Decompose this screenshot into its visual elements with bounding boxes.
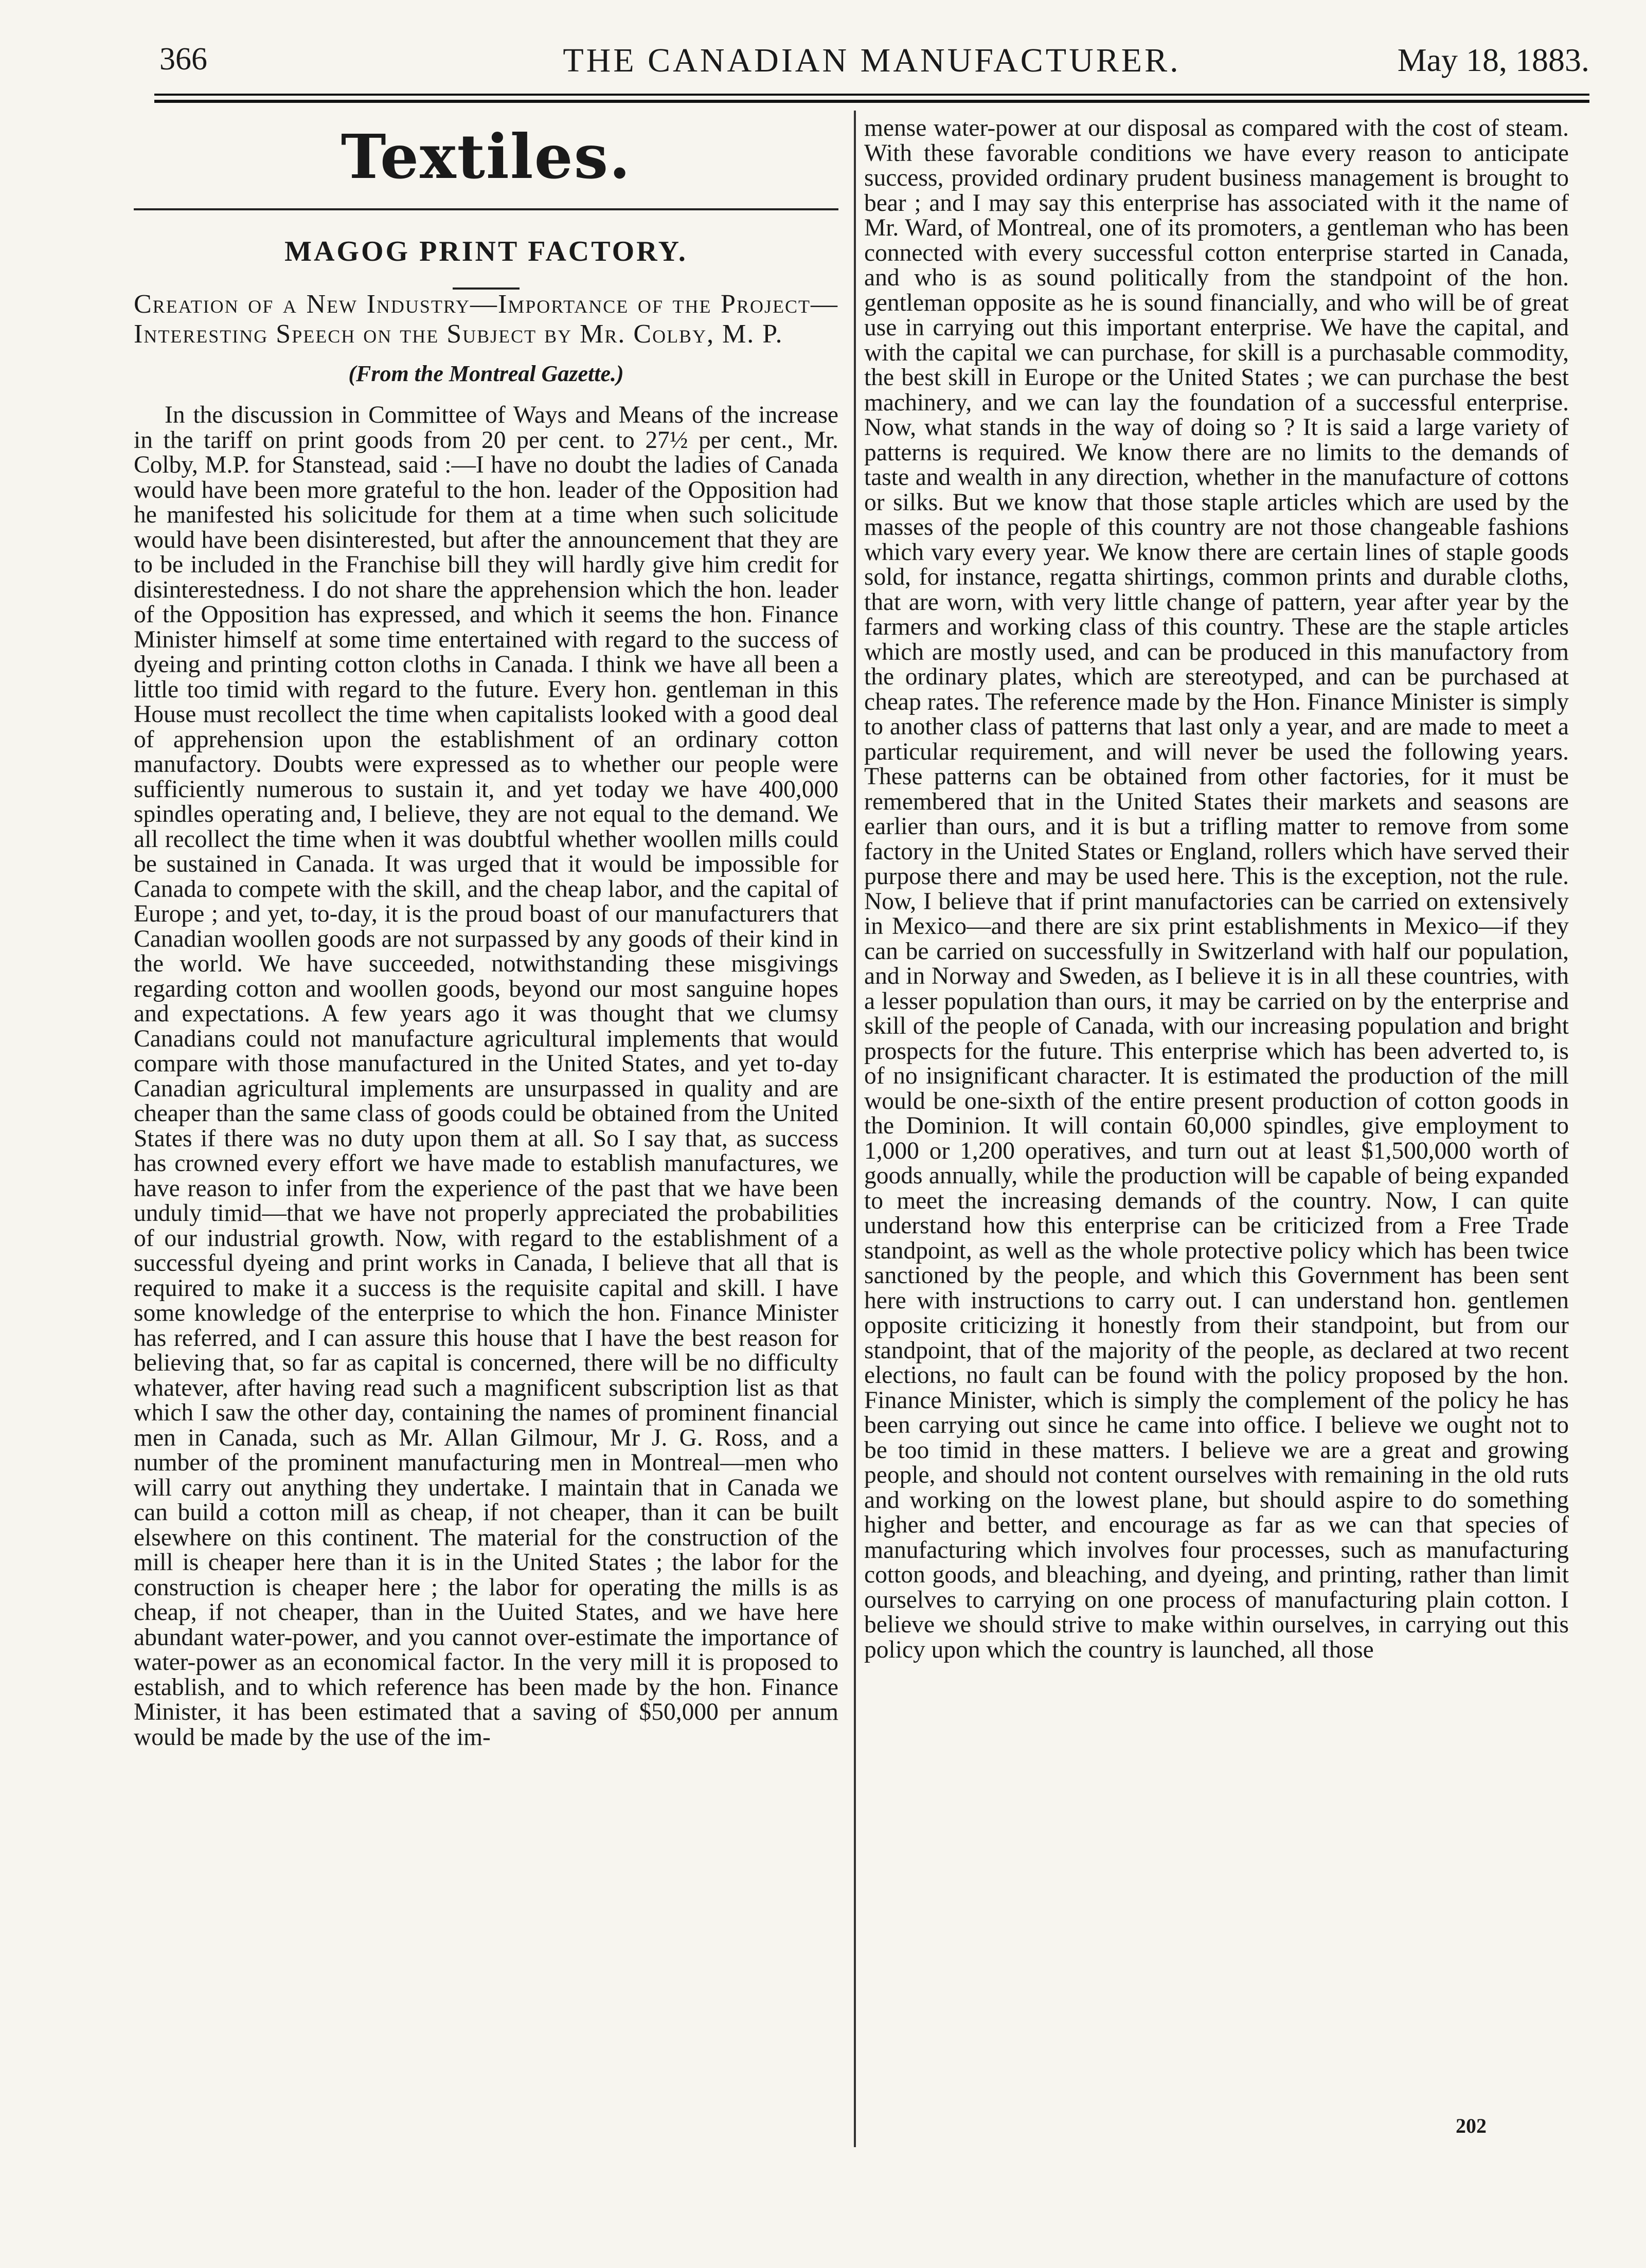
article-title: MAGOG PRINT FACTORY. [284, 236, 688, 267]
section-title: Textiles. [341, 121, 632, 192]
publication-title: THE CANADIAN MANUFACTURER. [563, 42, 1181, 79]
left-column [134, 116, 838, 1750]
section-rule [134, 208, 838, 210]
signature-folio: 202 [1456, 2114, 1487, 2137]
column-divider [854, 111, 856, 2147]
issue-date: May 18, 1883. [1397, 42, 1589, 78]
body-text-right: mense water-power at our disposal as compared with the cost of steam. With these favorable conditions we have every reason to anticipate success, provided ordinary prudent business management is brought to bear ; and I may say this enterprise has associated with it the name of Mr. Ward, of Montreal, one of its promoters, a gentleman who has been connected with every successful cotton enterprise started in Canada, and who is as sound politically from the standpoint of the hon. gentleman opposite as he is sound financially, and who will be of great use in carrying out this important enterprise. We have the capital, and with the capital we can purchase, for skill is a purchasable commodity, the best skill in Europe or the United States ; we can purchase the best machinery, and we can lay the foundation of a successful enterprise. Now, what stands in the way of doing so ? It is said a large variety of patterns is required. We know there are no limits to the demands of taste and wealth in any direction, whether in the manufacture of cottons or silks. But we know that those staple articles which are used by the masses of the people of this country are not those changeable fashions which vary every year. We know there are certain lines of staple goods sold, for instance, regatta shirtings, common prints and durable cloths, that are worn, with very little change of pattern, year after year by the farmers and working class of this country. These are the staple articles which are mostly used, and can be produced in this manufactory from the ordinary plates, which are stereotyped, and can be purchased at cheap rates. The reference made by the Hon. Finance Minister is simply to another class of patterns that last only a year, and are made to meet a particular requirement, and will never be used the following years. These patterns can be obtained from other factories, for it must be remembered that in the United States their markets and seasons are earlier than ours, and it is but a trifling matter to remove from some factory in the United States or England, rollers which have served their purpose there and may be used here. This is the exception, not the rule. Now, I believe that if print manufactories can be carried on extensively in Mexico—and there are six print establishments in Mexico—if they can be carried on successfully in Switzerland with half our population, and in Norway and Sweden, as I believe it is in all these countries, with a lesser population than ours, it may be carried on by the enterprise and skill of the people of Canada, with our increasing population and bright prospects for the future. This enterprise which has been adverted to, is of no insignificant character. It is estimated the production of the mill would be one-sixth of the entire present production of cotton goods in the Dominion. It will contain 60,000 spindles, give employment to 1,000 or 1,200 operatives, and turn out at least $1,500,000 worth of goods annually, while the production will be capable of being expanded to meet the increasing demands of the country. Now, I can quite understand how this enterprise can be criticized from a Free Trade standpoint, as well as the whole protective policy which has been twice sanctioned by the people, and which this Government has been sent here with instructions to carry out. I can understand hon. gentlemen opposite criticizing it honestly from their standpoint, but from our standpoint, that of the majority of the people, as declared at two recent elections, no fault can be found with the policy proposed by the hon. Finance Minister, which is simply the complement of the policy he has been carrying out since he came into office. I believe we ought not to be too timid in these matters. I believe we are a great and growing people, and should not content ourselves with remaining in the old ruts and working on the lowest plane, but should aspire to do something higher and better, and encourage as far as we can that species of manufacturing which involves four processes, such as manufacturing cotton goods, and bleaching, and dyeing, and printing, rather than limit ourselves to carrying on one process of manufacturing plain cotton. I believe we should strive to make within ourselves, in carrying out this policy upon which the country is launched, all those [864, 115, 1569, 1663]
article-subheading: Creation of a New Industry—Importance of the Project—Interesting Speech on the Subject by Mr. Colby, M. P. [134, 290, 838, 349]
page-header [154, 41, 1589, 93]
header-rule-thin [154, 94, 1589, 96]
page-number: 366 [159, 42, 207, 77]
body-text-left: In the discussion in Committee of Ways and Means of the increase in the tariff on print goods from 20 per cent. to 27½ per cent., Mr. Colby, M.P. for Stanstead, said :—I have no doubt the ladies of Canada would have been more grateful to the hon. leader of the Opposition had he manifested his solicitude for them at a time when such solicitude would have been disinterested, but after the announcement that they are to be included in the Franchise bill they will hardly give him credit for disinterestedness. I do not share the apprehension which the hon. leader of the Opposition has expressed, and which it seems the hon. Finance Minister himself at some time entertained with regard to the success of dyeing and printing cotton cloths in Canada. I think we have all been a little too timid with regard to the future. Every hon. gentleman in this House must recollect the time when capitalists looked with a good deal of apprehension upon the establishment of an ordinary cotton manufactory. Doubts were expressed as to whether our people were sufficiently numerous to sustain it, and yet today we have 400,000 spindles operating and, I believe, they are not equal to the demand. We all recollect the time when it was doubtful whether woollen mills could be sustained in Canada. It was urged that it would be impossible for Canada to compete with the skill, and the cheap labor, and the capital of Europe ; and yet, to-day, it is the proud boast of our manufacturers that Canadian woollen goods are not surpassed by any goods of their kind in the world. We have succeeded, notwithstanding these misgivings regarding cotton and woollen goods, beyond our most sanguine hopes and expectations. A few years ago it was thought that we clumsy Canadians could not manufacture agricultural implements that would compare with those manufactured in the United States, and yet to-day Canadian agricultural implements are unsurpassed in quality and are cheaper than the same class of goods could be obtained from the United States if there was no duty upon them at all. So I say that, as success has crowned every effort we have made to establish manufactures, we have reason to infer from the experience of the past that we have been unduly timid—that we have not properly appreciated the probabilities of our industrial growth. Now, with regard to the establishment of a successful dyeing and print works in Canada, I believe that all that is required to make it a success is the requisite capital and skill. I have some knowledge of the enterprise to which the hon. Finance Minister has referred, and I can assure this house that I have the best reason for believing that, so far as capital is concerned, there will be no difficulty whatever, after having read such a magnificent subscription list as that which I saw the other day, containing the names of prominent financial men in Canada, such as Mr. Allan Gilmour, Mr J. G. Ross, and a number of the prominent manufacturing men in Montreal—men who will carry out anything they undertake. I maintain that in Canada we can build a cotton mill as cheap, if not cheaper, than it can be built elsewhere on this continent. The material for the construction of the mill is cheaper here than it is in the United States ; the labor for the construction is cheaper here ; the labor for operating the mills is as cheap, if not cheaper, than in the Uuited States, and we have here abundant water-power, and you cannot over-estimate the importance of water-power as an economical factor. In the very mill it is proposed to establish, and to which reference has been made by the hon. Finance Minister, it has been estimated that a saving of $50,000 per annum would be made by the use of the im- [134, 402, 838, 1751]
article-source: (From the Montreal Gazette.) [348, 361, 624, 386]
right-column [864, 116, 1569, 1662]
header-rule-thick [154, 100, 1589, 103]
